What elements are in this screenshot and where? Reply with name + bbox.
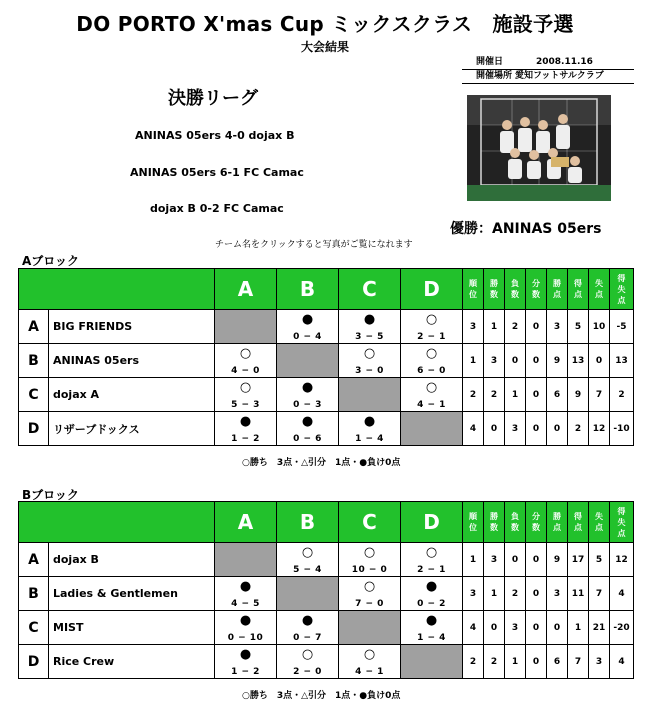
row-id: C — [19, 378, 49, 412]
stat-value: 9 — [547, 344, 568, 378]
match-score: 1 − 2 — [231, 667, 260, 677]
match-score: 4 − 5 — [231, 599, 260, 609]
row-id: D — [19, 412, 49, 446]
stat-value: 3 — [463, 577, 484, 611]
block-b-legend: ○勝ち 3点・△引分 1点・●負け0点 — [242, 691, 401, 701]
self-match-cell — [277, 344, 339, 378]
stat-value: 0 — [484, 412, 505, 446]
loss-mark-icon: ● — [301, 613, 314, 628]
match-score: 5 − 3 — [231, 400, 260, 410]
loss-mark-icon: ● — [425, 613, 438, 628]
match-score: 0 − 2 — [417, 599, 446, 609]
win-mark-icon: ○ — [425, 545, 438, 560]
stat-value: 3 — [484, 543, 505, 577]
match-score: 6 − 0 — [417, 366, 446, 376]
stat-value: 4 — [610, 577, 634, 611]
stat-value: 2 — [463, 645, 484, 679]
block-b-title: Bブロック — [22, 488, 79, 502]
match-result-cell — [215, 412, 277, 446]
header-stat: 勝 数 — [484, 269, 505, 310]
stat-value: 9 — [547, 543, 568, 577]
stat-value: 0 — [526, 310, 547, 344]
self-match-cell — [339, 378, 401, 412]
header-stat: 順 位 — [463, 269, 484, 310]
row-id: D — [19, 645, 49, 679]
stat-value: 0 — [484, 611, 505, 645]
match-result-cell — [339, 310, 401, 344]
self-match-cell — [215, 310, 277, 344]
page-title: DO PORTO X'mas Cup ミックスクラス 施設予選 — [76, 12, 574, 36]
loss-mark-icon: ● — [301, 380, 314, 395]
match-result-cell — [401, 378, 463, 412]
loss-mark-icon: ● — [239, 579, 252, 594]
stat-value: 7 — [568, 645, 589, 679]
row-id: A — [19, 310, 49, 344]
match-result-cell — [339, 412, 401, 446]
table-row — [19, 412, 634, 446]
self-match-cell — [277, 577, 339, 611]
header-opponent-d: D — [401, 269, 463, 310]
block-a-legend: ○勝ち 3点・△引分 1点・●負け0点 — [242, 458, 401, 468]
stat-value: 10 — [589, 310, 610, 344]
match-result-cell — [215, 645, 277, 679]
stat-value: 0 — [526, 543, 547, 577]
stat-value: 0 — [526, 378, 547, 412]
header-opponent-a: A — [215, 502, 277, 543]
header-stat: 分 数 — [526, 502, 547, 543]
header-stat: 得 点 — [568, 502, 589, 543]
match-score: 0 − 10 — [227, 633, 264, 643]
final-league-heading: 決勝リーグ — [168, 88, 258, 109]
stat-value: 2 — [610, 378, 634, 412]
stat-value: 0 — [526, 577, 547, 611]
stat-value: 3 — [463, 310, 484, 344]
match-result-cell — [215, 344, 277, 378]
header-stat: 順 位 — [463, 502, 484, 543]
loss-mark-icon: ● — [239, 414, 252, 429]
stat-value: 0 — [505, 543, 526, 577]
header-stat: 失 点 — [589, 502, 610, 543]
self-match-cell — [401, 645, 463, 679]
stat-value: 11 — [568, 577, 589, 611]
stat-value: 2 — [568, 412, 589, 446]
stat-value: 2 — [505, 577, 526, 611]
table-row — [19, 543, 634, 577]
match-result-cell — [215, 611, 277, 645]
match-score: 4 − 1 — [417, 400, 446, 410]
loss-mark-icon: ● — [301, 312, 314, 327]
stat-value: 0 — [526, 611, 547, 645]
team-name-link[interactable]: リザーブドックス — [49, 412, 215, 446]
stat-value: 5 — [589, 543, 610, 577]
match-result-cell — [339, 577, 401, 611]
stat-value: 4 — [463, 412, 484, 446]
final-match-2: ANINAS 05ers 6-1 FC Camac — [130, 166, 304, 179]
match-score: 7 − 0 — [355, 599, 384, 609]
stat-value: 1 — [568, 611, 589, 645]
event-date: 2008.11.16 — [536, 57, 593, 67]
win-mark-icon: ○ — [239, 346, 252, 361]
match-score: 4 − 0 — [231, 366, 260, 376]
table-row — [19, 378, 634, 412]
match-result-cell — [401, 543, 463, 577]
final-match-3: dojax B 0-2 FC Camac — [150, 202, 284, 215]
stat-value: 1 — [484, 310, 505, 344]
match-result-cell — [277, 543, 339, 577]
win-mark-icon: ○ — [363, 545, 376, 560]
block-a-title: Aブロック — [22, 254, 80, 268]
header-opponent-a: A — [215, 269, 277, 310]
header-opponent-c: C — [339, 269, 401, 310]
win-mark-icon: ○ — [363, 346, 376, 361]
stat-value: 9 — [568, 378, 589, 412]
stat-value: 6 — [547, 378, 568, 412]
match-result-cell — [277, 412, 339, 446]
header-stat: 勝 点 — [547, 269, 568, 310]
match-score: 3 − 5 — [355, 332, 384, 342]
header-stat: 勝 点 — [547, 502, 568, 543]
header-stat: 得 点 — [568, 269, 589, 310]
row-id: C — [19, 611, 49, 645]
win-mark-icon: ○ — [301, 647, 314, 662]
event-info — [462, 56, 634, 84]
event-date-label: 開催日 — [476, 57, 504, 67]
stat-value: -10 — [610, 412, 634, 446]
match-score: 1 − 4 — [417, 633, 446, 643]
team-name-link[interactable]: Ladies & Gentlemen — [49, 577, 215, 611]
self-match-cell — [215, 543, 277, 577]
stat-value: 2 — [463, 378, 484, 412]
row-id: B — [19, 577, 49, 611]
stat-value: 1 — [463, 344, 484, 378]
header-stat: 分 数 — [526, 269, 547, 310]
header-stat: 失 点 — [589, 269, 610, 310]
stat-value: -5 — [610, 310, 634, 344]
photo-link-note: チーム名をクリックすると写真がご覧になれます — [215, 240, 413, 250]
table-row — [19, 344, 634, 378]
stat-value: 0 — [526, 344, 547, 378]
match-score: 4 − 1 — [355, 667, 384, 677]
team-name-link[interactable]: Rice Crew — [49, 645, 215, 679]
loss-mark-icon: ● — [363, 414, 376, 429]
stat-value: 3 — [547, 310, 568, 344]
stat-value: 13 — [568, 344, 589, 378]
header-opponent-b: B — [277, 269, 339, 310]
win-mark-icon: ○ — [425, 380, 438, 395]
match-result-cell — [401, 344, 463, 378]
match-result-cell — [277, 378, 339, 412]
header-stat: 負 数 — [505, 269, 526, 310]
table-row — [19, 611, 634, 645]
stat-value: 2 — [505, 310, 526, 344]
win-mark-icon: ○ — [425, 346, 438, 361]
stat-value: 3 — [505, 412, 526, 446]
team-name-link[interactable]: MIST — [49, 611, 215, 645]
loss-mark-icon: ● — [301, 414, 314, 429]
stat-value: 3 — [484, 344, 505, 378]
win-mark-icon: ○ — [301, 545, 314, 560]
self-match-cell — [401, 412, 463, 446]
win-mark-icon: ○ — [425, 312, 438, 327]
row-id: A — [19, 543, 49, 577]
win-mark-icon: ○ — [363, 647, 376, 662]
event-date-row — [462, 56, 634, 70]
stat-value: 3 — [547, 577, 568, 611]
header-stat: 得 失 点 — [610, 269, 634, 310]
block-b-table — [18, 501, 634, 679]
stat-value: 2 — [484, 378, 505, 412]
match-result-cell — [215, 577, 277, 611]
stat-value: 12 — [610, 543, 634, 577]
stat-value: 1 — [505, 378, 526, 412]
header-blank — [19, 269, 215, 310]
event-venue-row — [462, 70, 634, 84]
match-result-cell — [215, 378, 277, 412]
stat-value: 1 — [505, 645, 526, 679]
header-opponent-c: C — [339, 502, 401, 543]
match-score: 2 − 0 — [293, 667, 322, 677]
header-blank — [19, 502, 215, 543]
header-opponent-b: B — [277, 502, 339, 543]
stat-value: 1 — [463, 543, 484, 577]
match-score: 0 − 6 — [293, 434, 322, 444]
self-match-cell — [339, 611, 401, 645]
match-score: 0 − 4 — [293, 332, 322, 342]
team-name-link[interactable]: dojax B — [49, 543, 215, 577]
stat-value: 0 — [547, 412, 568, 446]
match-score: 2 − 1 — [417, 332, 446, 342]
stat-value: 3 — [505, 611, 526, 645]
event-venue: 愛知フットサルクラブ — [515, 71, 604, 81]
stat-value: 5 — [568, 310, 589, 344]
header-stat: 得 失 点 — [610, 502, 634, 543]
win-mark-icon: ○ — [239, 380, 252, 395]
match-result-cell — [277, 611, 339, 645]
page-subtitle: 大会結果 — [300, 40, 349, 54]
match-score: 3 − 0 — [355, 366, 384, 376]
stat-value: 0 — [526, 645, 547, 679]
table-row — [19, 310, 634, 344]
row-id: B — [19, 344, 49, 378]
stat-value: 13 — [610, 344, 634, 378]
team-name-link[interactable]: dojax A — [49, 378, 215, 412]
match-score: 5 − 4 — [293, 565, 322, 575]
loss-mark-icon: ● — [239, 647, 252, 662]
loss-mark-icon: ● — [239, 613, 252, 628]
match-result-cell — [277, 310, 339, 344]
winner-announcement: 優勝：ANINAS 05ers — [450, 221, 602, 237]
stat-value: 0 — [547, 611, 568, 645]
final-match-1: ANINAS 05ers 4-0 dojax B — [135, 129, 295, 142]
winner-team-photo — [467, 95, 611, 201]
stat-value: -20 — [610, 611, 634, 645]
stat-value: 3 — [589, 645, 610, 679]
stat-value: 0 — [589, 344, 610, 378]
match-score: 0 − 3 — [293, 400, 322, 410]
stat-value: 0 — [526, 412, 547, 446]
table-row — [19, 645, 634, 679]
stat-value: 4 — [463, 611, 484, 645]
stat-value: 17 — [568, 543, 589, 577]
match-result-cell — [339, 344, 401, 378]
header-stat: 負 数 — [505, 502, 526, 543]
stat-value: 0 — [505, 344, 526, 378]
match-score: 1 − 2 — [231, 434, 260, 444]
win-mark-icon: ○ — [363, 579, 376, 594]
match-result-cell — [401, 310, 463, 344]
team-name-link[interactable]: ANINAS 05ers — [49, 344, 215, 378]
match-result-cell — [339, 645, 401, 679]
match-result-cell — [339, 543, 401, 577]
stat-value: 1 — [484, 577, 505, 611]
stat-value: 7 — [589, 577, 610, 611]
loss-mark-icon: ● — [425, 579, 438, 594]
stat-value: 21 — [589, 611, 610, 645]
stat-value: 7 — [589, 378, 610, 412]
stat-value: 6 — [547, 645, 568, 679]
loss-mark-icon: ● — [363, 312, 376, 327]
table-row — [19, 577, 634, 611]
match-score: 0 − 7 — [293, 633, 322, 643]
match-result-cell — [401, 577, 463, 611]
block-a-table — [18, 268, 634, 446]
stat-value: 2 — [484, 645, 505, 679]
header-stat: 勝 数 — [484, 502, 505, 543]
match-result-cell — [401, 611, 463, 645]
match-result-cell — [277, 645, 339, 679]
header-opponent-d: D — [401, 502, 463, 543]
match-score: 1 − 4 — [355, 434, 384, 444]
team-name-link[interactable]: BIG FRIENDS — [49, 310, 215, 344]
match-score: 10 − 0 — [351, 565, 388, 575]
event-venue-label: 開催場所 — [476, 71, 513, 81]
match-score: 2 − 1 — [417, 565, 446, 575]
stat-value: 12 — [589, 412, 610, 446]
stat-value: 4 — [610, 645, 634, 679]
